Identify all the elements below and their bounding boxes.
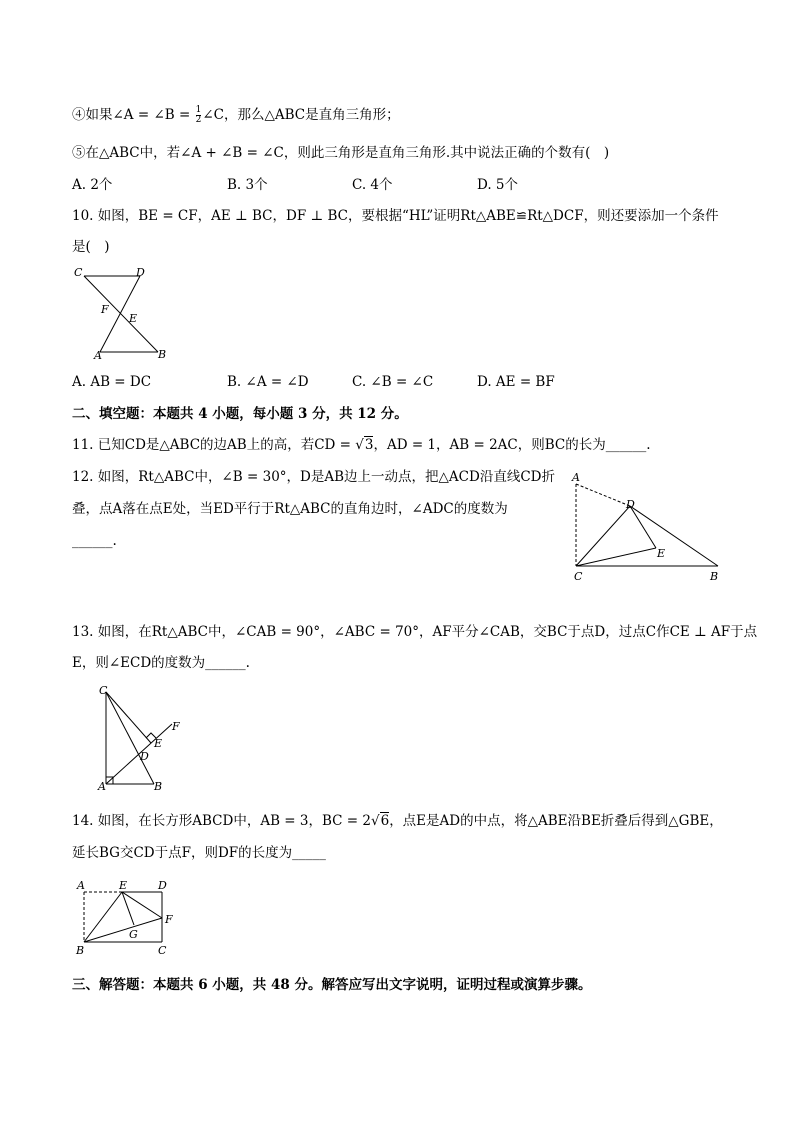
label-c: C <box>574 570 583 583</box>
label-b: B <box>158 348 167 361</box>
segment-cd <box>576 506 630 566</box>
q10-option-a: A. AB = DC <box>72 374 152 390</box>
fraction-numerator: 1 <box>195 105 202 115</box>
label-d: D <box>136 266 145 279</box>
q10-option-c: C. ∠B = ∠C <box>352 374 434 390</box>
q10-line1: 10. 如图，BE = CF，AE ⊥ BC，DF ⊥ BC，要根据“HL”证明Rt△ABE≌Rt△DCF，则还要添加一个条件 <box>72 208 719 224</box>
label-c: C <box>99 686 108 697</box>
label-f: F <box>165 913 173 926</box>
q14-sqrt-value: 6 <box>380 813 390 829</box>
label-e: E <box>154 737 163 750</box>
q14-line1: 14. 如图，在长方形ABCD中，AB = 3，BC = 2√6，点E是AD的中点，将△ABE沿BE折叠后得到△GBE， <box>72 813 723 829</box>
label-a: A <box>77 879 85 892</box>
q10-option-b: B. ∠A = ∠D <box>227 374 309 390</box>
segment-db <box>630 506 718 566</box>
q12-line3: ______. <box>72 533 117 549</box>
label-b: B <box>154 780 163 793</box>
label-a: A <box>98 780 106 793</box>
segment-de <box>630 506 656 548</box>
label-e: E <box>119 879 128 892</box>
q9-item4-text-pre: ④如果∠A = ∠B = <box>72 107 195 123</box>
label-e: E <box>657 547 666 560</box>
segment-cb <box>84 276 158 352</box>
q11-sqrt-value: 3 <box>364 437 374 453</box>
fraction-denominator: 2 <box>195 115 202 125</box>
label-c: C <box>158 944 167 957</box>
q11-text-pre: 11. 已知CD是△ABC的边AB上的高，若CD = <box>72 437 356 453</box>
q9-option-a: A. 2个 <box>72 177 113 193</box>
section-3-heading: 三、解答题：本题共 6 小题，共 48 分。解答应写出文字说明，证明过程或演算步骤。 <box>72 977 592 993</box>
q9-item4 <box>72 106 400 125</box>
q9-option-c: C. 4个 <box>352 177 393 193</box>
q14-line2: 延长BG交CD于点F，则DF的长度为_____ <box>72 845 326 861</box>
label-a: A <box>94 349 102 362</box>
segment-ad-dashed <box>576 484 630 506</box>
q14-figure <box>72 876 187 960</box>
label-d: D <box>140 750 149 763</box>
q10-figure <box>70 264 180 364</box>
segment-be <box>84 892 122 942</box>
label-d: D <box>626 498 635 511</box>
q10-option-d: D. AE = BF <box>477 374 555 390</box>
q12-line1: 12. 如图，Rt△ABC中，∠B = 30°，D是AB边上一动点，把△ACD沿直线CD折 <box>72 469 555 485</box>
q12-line2: 叠，点A落在点E处，当ED平行于Rt△ABC的直角边时，∠ADC的度数为 <box>72 501 508 517</box>
section-2-heading: 二、填空题：本题共 4 小题，每小题 3 分，共 12 分。 <box>72 406 408 422</box>
q9-option-b: B. 3个 <box>227 177 268 193</box>
q10-line2: 是( ) <box>72 239 110 255</box>
segment-bf <box>84 918 162 942</box>
label-f: F <box>101 303 109 316</box>
q9-item5: ⑤在△ABC中，若∠A + ∠B = ∠C，则此三角形是直角三角形.其中说法正确的个数有( ) <box>72 145 610 161</box>
q13-line1: 13. 如图，在Rt△ABC中，∠CAB = 90°，∠ABC = 70°，AF平分∠CAB，交BC于点D，过点C作CE ⊥ AF于点 <box>72 624 758 640</box>
q11-line: 11. 已知CD是△ABC的边AB上的高，若CD = √3，AD = 1，AB = 2AC，则BC的长为______. <box>72 437 651 453</box>
label-c: C <box>74 266 83 279</box>
label-b: B <box>710 570 719 583</box>
label-b: B <box>76 944 85 957</box>
segment-af <box>106 724 172 784</box>
q9-option-d: D. 5个 <box>477 177 519 193</box>
segment-eg <box>122 892 134 925</box>
label-e: E <box>129 312 138 325</box>
segment-ce <box>576 548 656 566</box>
label-f: F <box>172 720 180 733</box>
q13-figure <box>96 686 191 794</box>
q13-line2: E，则∠ECD的度数为______. <box>72 655 250 671</box>
q11-text-post: ，AD = 1，AB = 2AC，则BC的长为______. <box>373 437 651 453</box>
label-a: A <box>572 471 580 484</box>
q9-item4-text-post: ∠C，那么△ABC是直角三角形； <box>202 107 400 123</box>
segment-ef <box>122 892 162 918</box>
label-g: G <box>129 928 138 941</box>
q12-figure <box>562 468 732 586</box>
half-fraction <box>196 106 202 125</box>
label-d: D <box>158 879 167 892</box>
q14-text-post: ，点E是AD的中点，将△ABE沿BE折叠后得到△GBE， <box>389 813 723 829</box>
q14-text-pre: 14. 如图，在长方形ABCD中，AB = 3，BC = 2 <box>72 813 371 829</box>
